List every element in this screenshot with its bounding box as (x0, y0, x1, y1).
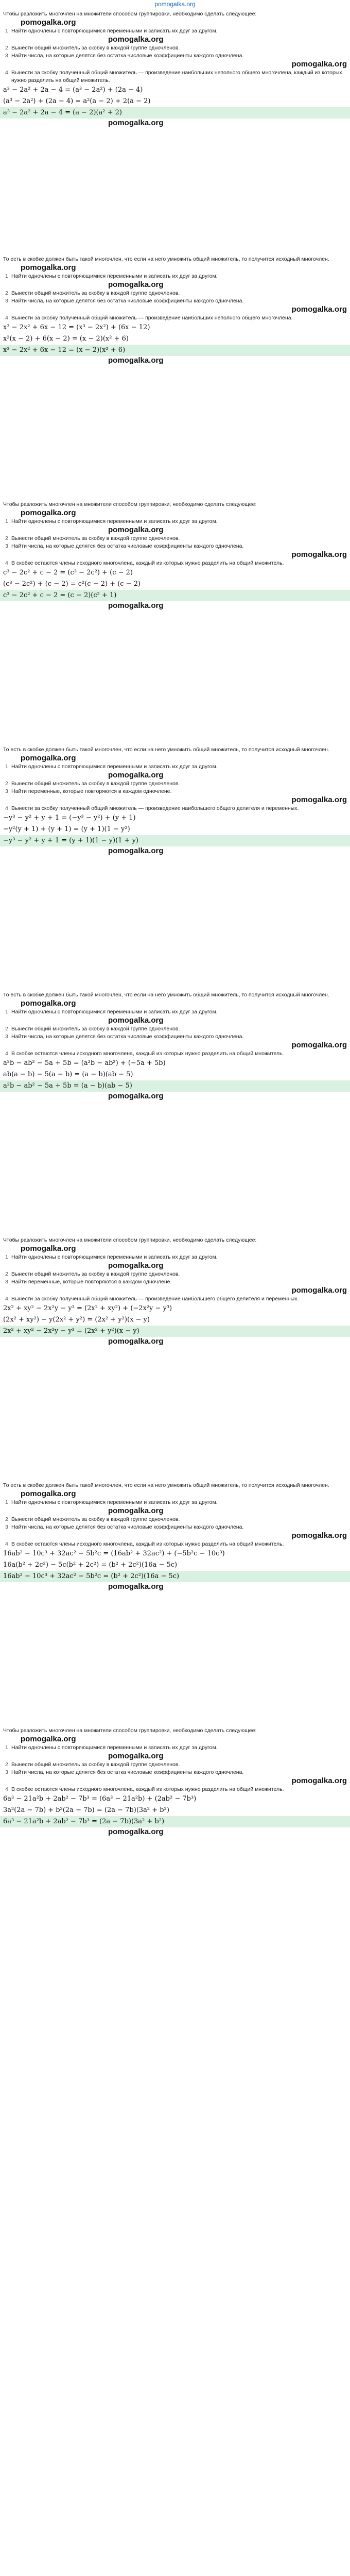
step-item (0, 1295, 350, 1303)
solution-section (0, 991, 350, 1236)
formula-line: ab(a − b) − 5(a − b) = (a − b)(ab − 5) (3, 1071, 133, 1078)
step-item (0, 763, 350, 771)
step-item (0, 273, 350, 280)
step-description: Вынести общий множитель за скобку в каждой группе одночленов. (11, 1271, 180, 1277)
watermark: pomogalka.org (108, 35, 164, 44)
step-description: Вынести за скобку полученный общий множитель — произведение наибольших неполного общего многочлена. (11, 315, 293, 321)
step-number: 1 (5, 1499, 8, 1505)
step-item (0, 1008, 350, 1016)
step-item (0, 1499, 350, 1506)
step-number: 2 (5, 290, 8, 296)
formula-line: −y²(y + 1) + (y + 1) = (y + 1)(1 − y²) (3, 825, 130, 833)
watermark: pomogalka.org (108, 1092, 164, 1100)
step-description: Найти одночлены с повторяющимися переменными и записать их друг за другом. (11, 1009, 218, 1015)
step-item (0, 518, 350, 526)
formula-line: 16ab² − 10c³ + 32ac² − 5b²c = (16ab² + 32ac²) + (−5b²c − 10c³) (3, 1550, 225, 1557)
watermark: pomogalka.org (291, 795, 347, 804)
watermark: pomogalka.org (291, 1286, 347, 1295)
formula-result: a³ − 2a² + 2a − 4 = (a − 2)(a² + 2) (0, 107, 350, 118)
step-description: Найти переменные, которые повторяются в каждом одночлене. (11, 1279, 172, 1285)
watermark: pomogalka.org (108, 1752, 164, 1760)
step-description: Вынести общий множитель за скобку в каждой группе одночленов. (11, 1516, 180, 1522)
watermark: pomogalka.org (291, 1041, 347, 1049)
step-number: 4 (5, 315, 8, 321)
watermark: pomogalka.org (291, 1776, 347, 1785)
step-number: 1 (5, 764, 8, 770)
step-number: 2 (5, 1026, 8, 1032)
step-number: 1 (5, 518, 8, 524)
step-number: 2 (5, 1271, 8, 1277)
watermark: pomogalka.org (21, 754, 76, 762)
step-number: 3 (5, 1033, 8, 1040)
formula-result: 6a³ − 21a²b + 2ab² − 7b³ = (2a − 7b)(3a² + b²) (0, 1816, 350, 1827)
step-description: Вынести общий множитель за скобку в каждой группе одночленов. (11, 535, 180, 541)
step-number: 1 (5, 1254, 8, 1260)
intro-text: То есть в скобке должен быть такой многочлен, что если на него умножить общий множитель, то получится исходный многочлен. (3, 256, 329, 262)
solution-section (0, 1727, 350, 1972)
watermark: pomogalka.org (108, 1337, 164, 1346)
formula-line: a²b − ab² − 5a + 5b = (a²b − ab²) + (−5a + 5b) (3, 1059, 166, 1067)
step-description: Найти одночлены с повторяющимися переменными и записать их друг за другом. (11, 28, 218, 34)
watermark: pomogalka.org (291, 305, 347, 314)
step-number: 1 (5, 273, 8, 279)
step-number: 3 (5, 543, 8, 549)
step-item (0, 535, 350, 543)
step-description: Найти одночлены с повторяющимися переменными и записать их друг за другом. (11, 764, 218, 770)
step-number: 4 (5, 805, 8, 811)
watermark: pomogalka.org (291, 1531, 347, 1540)
step-item (0, 805, 350, 812)
step-item (0, 1744, 350, 1752)
step-description: Найти числа, на которые делятся без остатка числовые коэффициенты каждого одночлена. (11, 1769, 244, 1775)
step-item (0, 780, 350, 788)
step-number: 3 (5, 53, 8, 59)
step-item (0, 69, 350, 84)
step-number: 4 (5, 1050, 8, 1057)
watermark: pomogalka.org (21, 1244, 76, 1253)
step-number: 3 (5, 1524, 8, 1530)
watermark: pomogalka.org (108, 846, 164, 855)
step-description: Найти числа, на которые делятся без остатка числовые коэффициенты каждого одночлена. (11, 1033, 244, 1040)
step-description: Найти числа, на которые делятся без остатка числовые коэффициенты каждого одночлена. (11, 53, 244, 59)
step-description: Найти переменные, которые повторяются в каждом одночлене. (11, 788, 172, 794)
step-description: Найти числа, на которые делятся без остатка числовые коэффициенты каждого одночлена. (11, 298, 244, 304)
step-item (0, 1540, 350, 1548)
step-description: Вынести общий множитель за скобку в каждой группе одночленов. (11, 290, 180, 296)
step-description: Найти одночлены с повторяющимися переменными и записать их друг за другом. (11, 273, 218, 279)
step-item (0, 1033, 350, 1041)
step-item (0, 1761, 350, 1769)
watermark: pomogalka.org (108, 280, 164, 289)
step-item (0, 1050, 350, 1058)
formula-line: (2x² + xy²) − y(2x² + y²) = (2x² + y²)(x − y) (3, 1316, 150, 1324)
step-item (0, 1769, 350, 1776)
watermark: pomogalka.org (291, 60, 347, 69)
step-number: 2 (5, 781, 8, 787)
formula-result: a²b − ab² − 5a + 5b = (a − b)(ab − 5) (0, 1080, 350, 1092)
intro-text: То есть в скобке должен быть такой многочлен, что если на него умножить общий множитель, то получится исходный многочлен. (3, 992, 329, 998)
watermark: pomogalka.org (21, 509, 76, 517)
step-description: Найти одночлены с повторяющимися переменными и записать их друг за другом. (11, 1744, 218, 1751)
watermark: pomogalka.org (108, 356, 164, 365)
formula-line: 6a³ − 21a²b + 2ab² − 7b³ = (6a³ − 21a²b) + (2ab² − 7b³) (3, 1795, 197, 1803)
step-description: Вынести за скобку полученный общий множитель — произведение наибольших неполного общего многочлена, каждый из которых нужно разделить на общий множитель. (11, 70, 342, 83)
formula-result: 16ab² − 10c³ + 32ac² − 5b²c = (b² + 2c²)(16a − 5c) (0, 1571, 350, 1582)
step-description: Вынести за скобку полученный общий множитель — произведение наибольшего общего делителя и переменных. (11, 1296, 299, 1302)
step-item (0, 290, 350, 297)
step-description: Найти числа, на которые делятся без остатка числовые коэффициенты каждого одночлена. (11, 1524, 244, 1530)
step-number: 1 (5, 28, 8, 34)
step-description: Найти одночлены с повторяющимися переменными и записать их друг за другом. (11, 1254, 218, 1260)
step-item (0, 314, 350, 322)
formula-line: x³ − 2x² + 6x − 12 = (x³ − 2x²) + (6x − 12) (3, 324, 150, 331)
formula-line: 3a²(2a − 7b) + b²(2a − 7b) = (2a − 7b)(3a² + b²) (3, 1806, 169, 1814)
formula-result: −y³ − y² + y + 1 = (y + 1)(1 − y)(1 + y) (0, 835, 350, 846)
watermark: pomogalka.org (21, 18, 76, 27)
step-item (0, 297, 350, 305)
step-number: 3 (5, 788, 8, 794)
step-item (0, 44, 350, 52)
solution-section (0, 1482, 350, 1727)
formula-line: x²(x − 2) + 6(x − 2) = (x − 2)(x² + 6) (3, 335, 129, 343)
solution-section (0, 501, 350, 746)
step-description: Вынести общий множитель за скобку в каждой группе одночленов. (11, 45, 180, 51)
step-number: 3 (5, 298, 8, 304)
step-item (0, 543, 350, 550)
solution-section (0, 746, 350, 991)
step-number: 3 (5, 1279, 8, 1285)
watermark: pomogalka.org (21, 263, 76, 272)
watermark: pomogalka.org (21, 1735, 76, 1743)
step-number: 4 (5, 1786, 8, 1792)
step-item (0, 1523, 350, 1531)
step-item (0, 1025, 350, 1033)
step-number: 4 (5, 560, 8, 566)
site-logo-link[interactable]: pomogalka.org (154, 1, 196, 8)
step-number: 2 (5, 1761, 8, 1768)
step-number: 2 (5, 535, 8, 541)
step-item (0, 788, 350, 795)
watermark: pomogalka.org (21, 999, 76, 1008)
step-description: В скобке остаются члены исходного многочлена, каждый из которых нужно разделить на общий множитель. (11, 1050, 284, 1057)
step-item (0, 1253, 350, 1261)
step-description: Найти числа, на которые делятся без остатка числовые коэффициенты каждого одночлена. (11, 543, 244, 549)
watermark: pomogalka.org (291, 550, 347, 559)
step-number: 1 (5, 1009, 8, 1015)
intro-text: Чтобы разложить многочлен на множители способом группировки, необходимо сделать следующее: (3, 11, 257, 17)
step-description: Вынести общий множитель за скобку в каждой группе одночленов. (11, 781, 180, 787)
formula-line: c³ − 2c² + c − 2 = (c³ − 2c²) + (c − 2) (3, 569, 133, 577)
watermark: pomogalka.org (108, 526, 164, 534)
solution-section (0, 10, 350, 256)
step-item (0, 52, 350, 60)
step-number: 4 (5, 70, 8, 76)
step-number: 4 (5, 1296, 8, 1302)
step-item (0, 1786, 350, 1793)
watermark: pomogalka.org (108, 1827, 164, 1836)
step-description: В скобке остаются члены исходного многочлена, каждый из которых нужно разделить на общий множитель. (11, 1786, 284, 1792)
watermark: pomogalka.org (108, 1582, 164, 1591)
watermark: pomogalka.org (108, 601, 164, 610)
step-description: В скобке остаются члены исходного многочлена, каждый из которых нужно разделить на общий множитель. (11, 1541, 284, 1547)
intro-text: Чтобы разложить многочлен на множители способом группировки, необходимо сделать следующее: (3, 1727, 257, 1734)
intro-text: Чтобы разложить многочлен на множители способом группировки, необходимо сделать следующее: (3, 1237, 257, 1243)
step-item (0, 1270, 350, 1278)
step-number: 4 (5, 1541, 8, 1547)
formula-line: 2x² + xy² − 2x²y − y³ = (2x² + xy²) + (−2x²y − y³) (3, 1304, 172, 1312)
step-item (0, 1278, 350, 1286)
intro-text: То есть в скобке должен быть такой многочлен, что если на него умножить общий множитель, то получится исходный многочлен. (3, 747, 329, 753)
step-item (0, 27, 350, 35)
step-number: 2 (5, 1516, 8, 1522)
intro-text: То есть в скобке должен быть такой многочлен, что если на него умножить общий множитель, то получится исходный многочлен. (3, 1482, 329, 1488)
watermark: pomogalka.org (108, 1261, 164, 1270)
step-description: Вынести общий множитель за скобку в каждой группе одночленов. (11, 1761, 180, 1768)
formula-line: −y³ − y² + y + 1 = (−y³ − y²) + (y + 1) (3, 814, 136, 822)
step-number: 2 (5, 45, 8, 51)
watermark: pomogalka.org (108, 118, 164, 127)
intro-text: Чтобы разложить многочлен на множители способом группировки, необходимо сделать следующее: (3, 501, 257, 507)
formula-line: 16a(b² + 2c²) − 5c(b² + 2c²) = (b² + 2c²)(16a − 5c) (3, 1561, 178, 1569)
formula-result: 2x² + xy² − 2x²y − y³ = (2x² + y²)(x − y) (0, 1326, 350, 1337)
step-description: Вынести за скобку полученный общий множитель — произведение наибольшего общего делителя и переменных. (11, 805, 299, 811)
watermark: pomogalka.org (108, 771, 164, 779)
site-header (0, 0, 350, 11)
watermark: pomogalka.org (108, 1506, 164, 1515)
watermark: pomogalka.org (108, 1016, 164, 1025)
document-body (0, 10, 350, 1972)
formula-result: c³ − 2c² + c − 2 = (c − 2)(c² + 1) (0, 590, 350, 601)
formula-result: x³ − 2x² + 6x − 12 = (x − 2)(x² + 6) (0, 345, 350, 356)
step-description: Найти одночлены с повторяющимися переменными и записать их друг за другом. (11, 1499, 218, 1505)
step-description: В скобке остаются члены исходного многочлена, каждый из которых нужно разделить на общий множитель. (11, 560, 284, 566)
watermark: pomogalka.org (21, 1489, 76, 1498)
formula-line: (a³ − 2a²) + (2a − 4) = a²(a − 2) + 2(a − 2) (3, 97, 151, 105)
step-description: Найти одночлены с повторяющимися переменными и записать их друг за другом. (11, 518, 218, 524)
solution-section (0, 256, 350, 501)
step-description: Вынести общий множитель за скобку в каждой группе одночленов. (11, 1026, 180, 1032)
solution-section (0, 1236, 350, 1482)
formula-line: (c³ − 2c²) + (c − 2) = c²(c − 2) + (c − 2) (3, 580, 141, 588)
step-item (0, 560, 350, 567)
step-number: 1 (5, 1744, 8, 1751)
step-number: 3 (5, 1769, 8, 1775)
step-item (0, 1516, 350, 1523)
formula-line: a³ − 2a² + 2a − 4 = (a³ − 2a²) + (2a − 4) (3, 86, 143, 94)
